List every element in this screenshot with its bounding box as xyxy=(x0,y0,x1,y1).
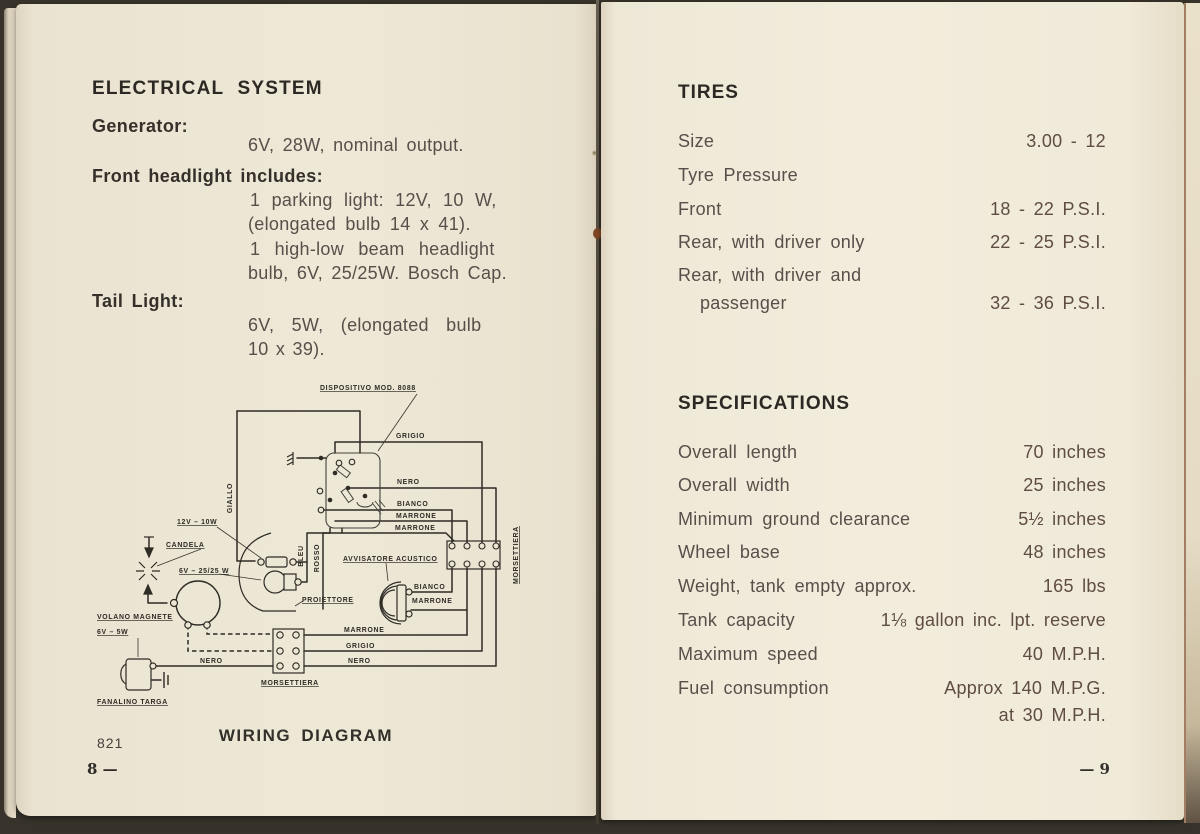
spec-row-value: 5½ inches xyxy=(1018,509,1106,529)
spec-row-label: Maximum speed xyxy=(678,644,818,664)
specifications-heading: SPECIFICATIONS xyxy=(678,393,850,414)
tires-heading: TIRES xyxy=(678,82,739,103)
flywheel-magneto xyxy=(171,581,221,628)
terminal-block-right xyxy=(447,541,500,569)
headlight-spec-line: bulb, 6V, 25/25W. Bosch Cap. xyxy=(248,263,507,283)
tail-light xyxy=(121,659,168,690)
print-code: 821 xyxy=(97,735,124,751)
label-parking-bulb: 12V – 10W xyxy=(177,519,218,526)
tires-row-label: Rear, with driver only xyxy=(678,232,865,252)
spec-row xyxy=(678,610,1106,631)
spec-row-value: 48 inches xyxy=(1023,542,1106,562)
booklet-seam xyxy=(596,0,599,824)
rust-spot-small xyxy=(592,150,597,156)
tires-row xyxy=(678,293,1106,314)
label-bianco: BIANCO xyxy=(414,584,446,591)
tires-row-label: Front xyxy=(678,199,722,219)
tires-row xyxy=(678,199,1106,220)
spark-plug xyxy=(136,537,160,594)
spec-row-value: at 30 M.P.H. xyxy=(998,705,1106,725)
spec-row xyxy=(678,442,1106,463)
spec-row-value: 1⅛ gallon inc. lpt. reserve xyxy=(880,610,1106,630)
spec-row-label: Minimum ground clearance xyxy=(678,509,911,529)
label-proiettore: PROIETTORE xyxy=(302,597,354,604)
spec-row-value: 25 inches xyxy=(1023,475,1106,495)
label-dispositivo: DISPOSITIVO MOD. 8088 xyxy=(320,385,416,392)
spec-row-label: Wheel base xyxy=(678,542,781,562)
label-candela: CANDELA xyxy=(166,542,205,549)
switch-terminals xyxy=(317,456,367,513)
label-morsettiera: MORSETTIERA xyxy=(513,526,520,584)
tires-row xyxy=(678,131,1106,152)
right-page xyxy=(601,2,1184,820)
headlight xyxy=(239,533,301,611)
label-tail-bulb: 6V – 5W xyxy=(97,629,129,636)
page-number-right: — 9 xyxy=(1079,760,1110,778)
tires-row-label: passenger xyxy=(700,293,787,313)
tires-row-label: Size xyxy=(678,131,715,151)
tires-row-value: 22 - 25 P.S.I. xyxy=(990,232,1106,252)
tires-row-value: 32 - 36 P.S.I. xyxy=(990,293,1106,313)
label-avvisatore: AVVISATORE ACUSTICO xyxy=(343,556,438,563)
spec-row xyxy=(678,475,1106,496)
label-nero: NERO xyxy=(348,658,371,665)
tail-light-spec-line: 10 x 39). xyxy=(248,339,325,359)
left-page xyxy=(16,4,597,816)
spec-row-value: 165 lbs xyxy=(1042,576,1106,596)
tail-light-spec-line: 6V, 5W, (elongated bulb xyxy=(248,315,482,335)
label-rosso: ROSSO xyxy=(314,543,321,573)
spec-row-label: Weight, tank empty approx. xyxy=(678,576,917,596)
tires-row-value: 18 - 22 P.S.I. xyxy=(990,199,1106,219)
label-marrone: MARRONE xyxy=(344,627,385,634)
label-main-bulb: 6V – 25/25 W xyxy=(179,568,230,575)
label-marrone: MARRONE xyxy=(396,513,437,520)
dashed-wires xyxy=(188,625,273,651)
electrical-system-heading: ELECTRICAL SYSTEM xyxy=(92,78,323,99)
label-marrone: MARRONE xyxy=(395,525,436,532)
label-bleu: BLEU xyxy=(298,545,305,567)
tires-row xyxy=(678,265,1106,286)
label-marrone: MARRONE xyxy=(412,598,453,605)
wiring-diagram xyxy=(90,373,540,725)
generator-title: Generator: xyxy=(92,116,189,136)
label-nero: NERO xyxy=(200,658,223,665)
spec-row xyxy=(678,678,1106,699)
spec-row-label: Tank capacity xyxy=(678,610,795,630)
tail-light-title: Tail Light: xyxy=(92,291,185,311)
label-nero: NERO xyxy=(397,479,420,486)
wiring-diagram-caption: WIRING DIAGRAM xyxy=(218,726,394,745)
front-headlight-title: Front headlight includes: xyxy=(92,166,323,186)
label-giallo: GIALLO xyxy=(227,482,234,514)
page-number-left: 8 — xyxy=(87,760,118,778)
spec-row xyxy=(678,542,1106,563)
label-grigio: GRIGIO xyxy=(396,433,426,440)
spec-row xyxy=(678,705,1106,726)
label-fanalino: FANALINO TARGA xyxy=(97,699,168,706)
tires-row-value: 3.00 - 12 xyxy=(1026,131,1106,151)
tires-row-label: Tyre Pressure xyxy=(678,165,798,185)
page-edge-left xyxy=(4,8,16,818)
spec-row-value: 70 inches xyxy=(1023,442,1106,462)
tires-row xyxy=(678,232,1106,253)
label-volano: VOLANO MAGNETE xyxy=(97,614,173,621)
terminal-block-bottom xyxy=(273,629,304,673)
tires-row-label: Rear, with driver and xyxy=(678,265,862,285)
spec-row xyxy=(678,509,1106,530)
spec-row-label: Overall length xyxy=(678,442,798,462)
label-bianco: BIANCO xyxy=(397,501,429,508)
page-edge-right xyxy=(1184,3,1200,823)
label-grigio: GRIGIO xyxy=(346,643,376,650)
generator-spec: 6V, 28W, nominal output. xyxy=(248,135,464,155)
headlight-spec-line: 1 parking light: 12V, 10 W, xyxy=(250,190,497,210)
headlight-spec-line: (elongated bulb 14 x 41). xyxy=(248,214,471,234)
tires-row xyxy=(678,165,1106,186)
label-morsettiera: MORSETTIERA xyxy=(261,680,319,687)
spec-row-value: Approx 140 M.P.G. xyxy=(944,678,1106,698)
horn xyxy=(380,582,412,624)
spec-row-label: Fuel consumption xyxy=(678,678,829,698)
headlight-spec-line: 1 high-low beam headlight xyxy=(250,239,495,259)
spec-row xyxy=(678,644,1106,665)
spec-row-label: Overall width xyxy=(678,475,790,495)
spec-row-value: 40 M.P.H. xyxy=(1022,644,1106,664)
spec-row xyxy=(678,576,1106,597)
